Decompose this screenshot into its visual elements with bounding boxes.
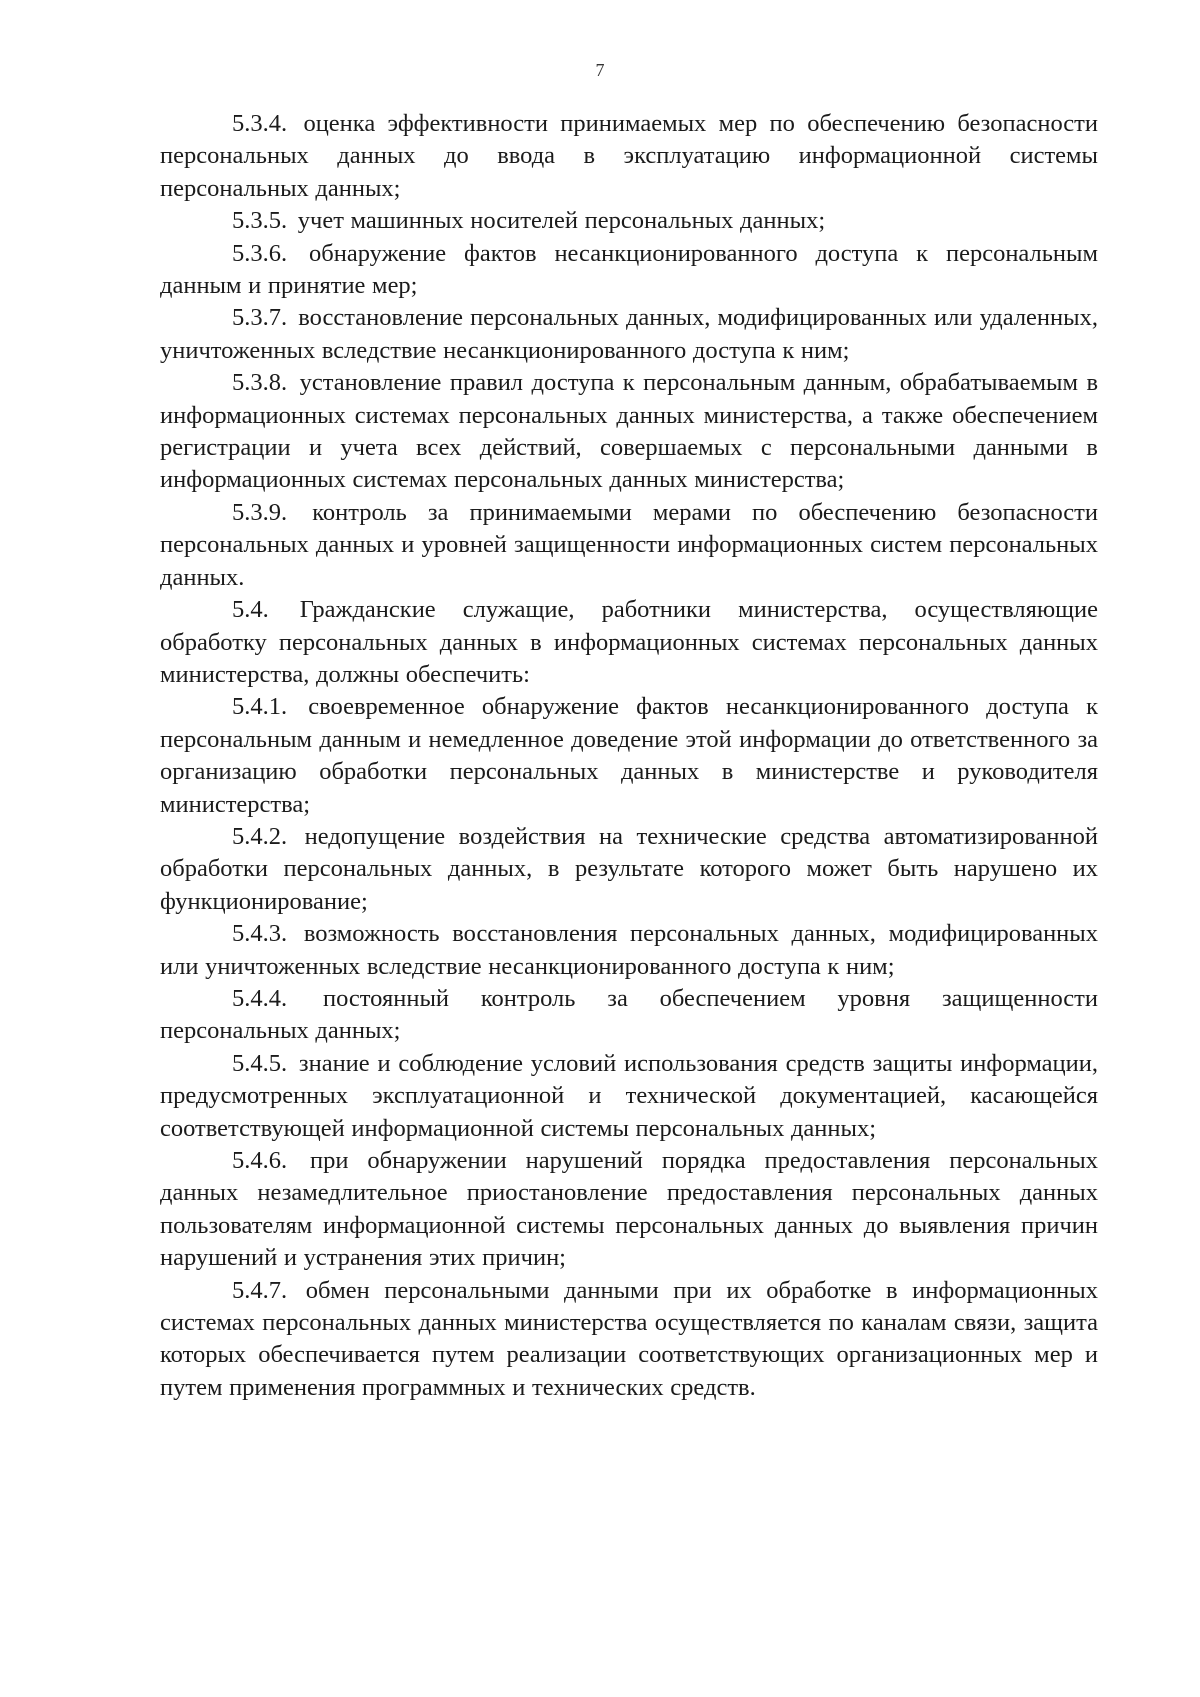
paragraph-number: 5.3.5. [232,207,288,235]
paragraph-number: 5.3.6. [232,239,288,267]
paragraph-number: 5.4.4. [232,984,288,1012]
paragraph-text: оценка эффективности принимаемых мер по обеспечению безопасности персональных данных до ввода в эксплуатацию информационной системы персональных данных; [160,110,1098,202]
paragraph-5-4-3 [160,918,1098,983]
paragraph-number: 5.4.1. [232,693,288,721]
paragraph-number: 5.4. [232,596,269,624]
paragraph-text: возможность восстановления персональных данных, модифицированных или уничтоженных вследствие несанкционированного доступа к ним; [160,920,1098,980]
paragraph-number: 5.3.4. [232,110,288,137]
paragraph-5-3-7 [160,302,1098,367]
paragraph-5-4-4 [160,983,1098,1048]
page-number: 7 [595,60,605,80]
paragraph-5-4-6 [160,1145,1098,1275]
paragraph-text: недопущение воздействия на технические средства автоматизированной обработки персональных данных, в результате которого может быть нарушено их функционирование; [160,822,1098,915]
paragraph-text: при обнаружении нарушений порядка предоставления персональных данных незамедлительное приостановление предоставления персональных данных пользователям информационной системы персональных данных до выявления причин нарушений и устранения этих причин; [160,1147,1098,1272]
paragraph-number: 5.4.3. [232,920,288,948]
paragraph-number: 5.4.7. [232,1276,288,1304]
paragraph-5-4-2 [160,821,1098,918]
paragraph-number: 5.4.5. [232,1049,288,1077]
paragraph-5-4-7 [160,1275,1098,1405]
paragraph-5-3-6 [160,238,1098,303]
paragraph-5-3-4 [160,108,1098,205]
paragraph-number: 5.4.6. [232,1147,288,1174]
paragraph-number: 5.4.2. [232,822,288,850]
paragraph-5-4-5 [160,1048,1098,1145]
paragraph-text: контроль за принимаемыми мерами по обеспечению безопасности персональных данных и уровней защищенности информационных систем персональных данных. [160,498,1099,591]
paragraph-number: 5.3.8. [232,369,288,397]
paragraph-5-4 [160,594,1098,691]
paragraph-text: Гражданские служащие, работники министерства, осуществляющие обработку персональных данных в информационных системах персональных данных министерства, должны обеспечить: [160,596,1098,688]
paragraph-text: обмен персональными данными при их обработке в информационных системах персональных данных министерства осуществляется по каналам связи, защита которых обеспечивается путем реализации соответствующих организационных мер и путем применения программных и технических средств. [160,1276,1099,1401]
paragraph-number: 5.3.9. [232,498,288,526]
paragraph-5-3-8 [160,367,1098,497]
paragraph-text: постоянный контроль за обеспечением уровня защищенности персональных данных; [160,984,1098,1045]
paragraph-number: 5.3.7. [232,304,288,332]
paragraph-5-3-9 [160,497,1098,594]
paragraph-5-3-5 [160,205,1098,237]
paragraph-text: учет машинных носителей персональных данных; [297,207,826,235]
paragraph-text: знание и соблюдение условий использования средств защиты информации, предусмотренных эксплуатационной и технической документацией, касающейся соответствующей информационной системы персональных данных; [160,1049,1098,1142]
paragraph-text: установление правил доступа к персональным данным, обрабатываемым в информационных системах персональных данных министерства, а также обеспечением регистрации и учета всех действий, совершаемых с персональными данными в информационных системах персональных данных министерства; [160,369,1099,494]
paragraph-text: обнаружение фактов несанкционированного доступа к персональным данным и принятие мер; [160,239,1098,300]
paragraph-text: своевременное обнаружение фактов несанкционированного доступа к персональным данным и немедленное доведение этой информации до ответственного за организацию обработки персональных данных в министерстве и руководителя министерства; [160,693,1098,818]
paragraph-text: восстановление персональных данных, модифицированных или удаленных, уничтоженных вследствие несанкционированного доступа к ним; [160,304,1098,364]
paragraph-5-4-1 [160,691,1098,821]
document-body [160,108,1098,1404]
